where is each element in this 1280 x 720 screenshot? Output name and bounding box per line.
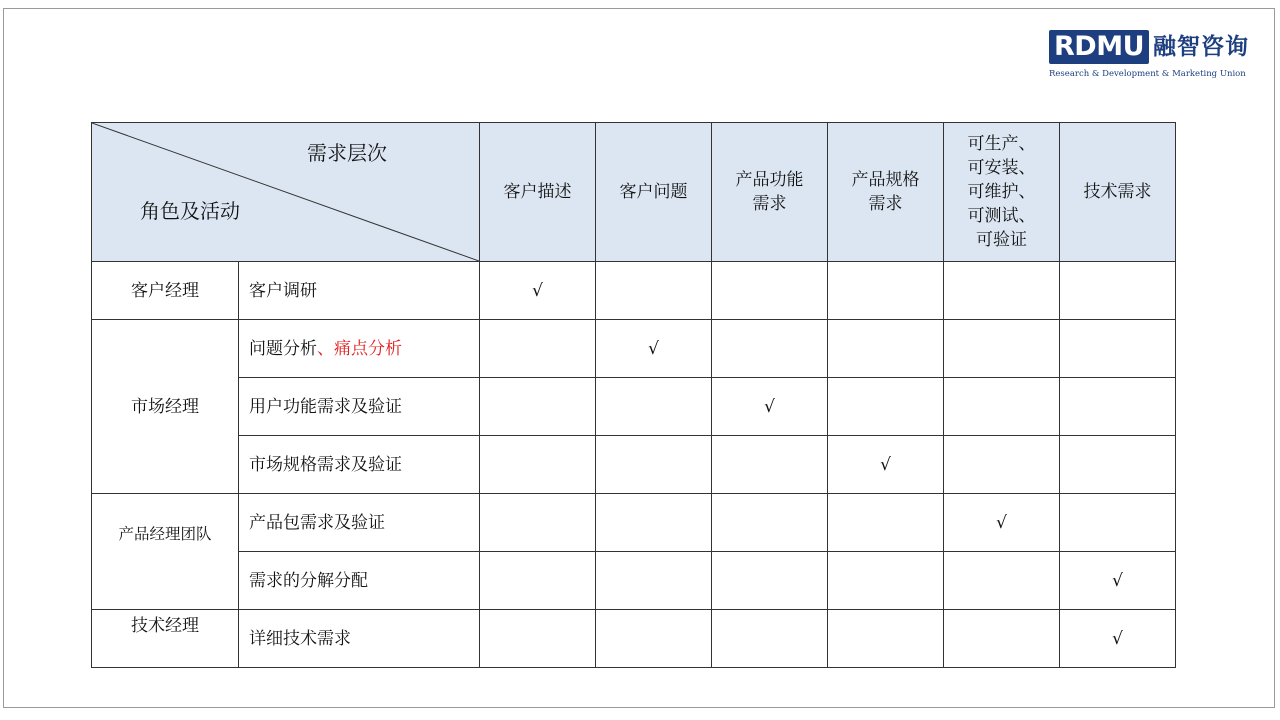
empty-cell [596, 552, 712, 610]
empty-cell [480, 320, 596, 378]
empty-cell [944, 262, 1060, 320]
role-cell: 市场经理 [92, 320, 239, 494]
requirements-matrix [91, 122, 1176, 668]
empty-cell [828, 378, 944, 436]
check-cell: √ [1060, 610, 1176, 668]
empty-cell [828, 552, 944, 610]
empty-cell [944, 378, 1060, 436]
table-row [92, 262, 1176, 320]
activity-cell: 用户功能需求及验证 [239, 378, 480, 436]
activity-cell [239, 320, 480, 378]
col-header: 产品功能 需求 [712, 123, 828, 262]
empty-cell [596, 436, 712, 494]
role-cell: 产品经理团队 [92, 494, 239, 610]
empty-cell [828, 262, 944, 320]
table-row [92, 552, 1176, 610]
col-header: 可生产、 可安装、 可维护、 可测试、 可验证 [944, 123, 1060, 262]
empty-cell [944, 610, 1060, 668]
activity-cell: 市场规格需求及验证 [239, 436, 480, 494]
logo-cn-name: 融智咨询 [1153, 33, 1249, 60]
empty-cell [944, 552, 1060, 610]
empty-cell [712, 262, 828, 320]
table-row [92, 378, 1176, 436]
empty-cell [1060, 494, 1176, 552]
corner-header-cell [92, 123, 480, 262]
table-row [92, 610, 1176, 668]
check-cell: √ [944, 494, 1060, 552]
empty-cell [596, 494, 712, 552]
empty-cell [712, 320, 828, 378]
empty-cell [1060, 320, 1176, 378]
check-cell: √ [1060, 552, 1176, 610]
empty-cell [480, 494, 596, 552]
empty-cell [480, 436, 596, 494]
check-cell: √ [712, 378, 828, 436]
empty-cell [480, 610, 596, 668]
empty-cell [596, 610, 712, 668]
check-cell: √ [596, 320, 712, 378]
corner-role-label: 角色及活动 [140, 199, 240, 223]
empty-cell [1060, 436, 1176, 494]
empty-cell [1060, 378, 1176, 436]
empty-cell [944, 320, 1060, 378]
table-row [92, 494, 1176, 552]
check-cell: √ [828, 436, 944, 494]
empty-cell [828, 610, 944, 668]
logo [1049, 30, 1259, 82]
logo-tagline: Research & Development & Marketing Union [1049, 69, 1246, 79]
activity-cell: 客户调研 [239, 262, 480, 320]
activity-text: 问题分析 [249, 338, 317, 359]
header-row [92, 123, 1176, 262]
table-row [92, 436, 1176, 494]
activity-cell: 需求的分解分配 [239, 552, 480, 610]
table-row [92, 320, 1176, 378]
logo-mark: RDMU [1049, 30, 1149, 64]
empty-cell [596, 262, 712, 320]
check-cell: √ [480, 262, 596, 320]
empty-cell [1060, 262, 1176, 320]
empty-cell [828, 320, 944, 378]
pain-point-text: 、痛点分析 [317, 338, 402, 359]
col-header: 产品规格 需求 [828, 123, 944, 262]
activity-cell: 详细技术需求 [239, 610, 480, 668]
empty-cell [712, 552, 828, 610]
empty-cell [712, 494, 828, 552]
empty-cell [712, 610, 828, 668]
empty-cell [480, 552, 596, 610]
role-cell: 技术经理 [92, 610, 239, 668]
empty-cell [596, 378, 712, 436]
empty-cell [480, 378, 596, 436]
empty-cell [712, 436, 828, 494]
col-header: 客户问题 [596, 123, 712, 262]
empty-cell [944, 436, 1060, 494]
corner-level-label: 需求层次 [307, 141, 387, 165]
empty-cell [828, 494, 944, 552]
diagonal-line [92, 123, 479, 261]
col-header: 技术需求 [1060, 123, 1176, 262]
activity-cell: 产品包需求及验证 [239, 494, 480, 552]
col-header: 客户描述 [480, 123, 596, 262]
role-cell: 客户经理 [92, 262, 239, 320]
